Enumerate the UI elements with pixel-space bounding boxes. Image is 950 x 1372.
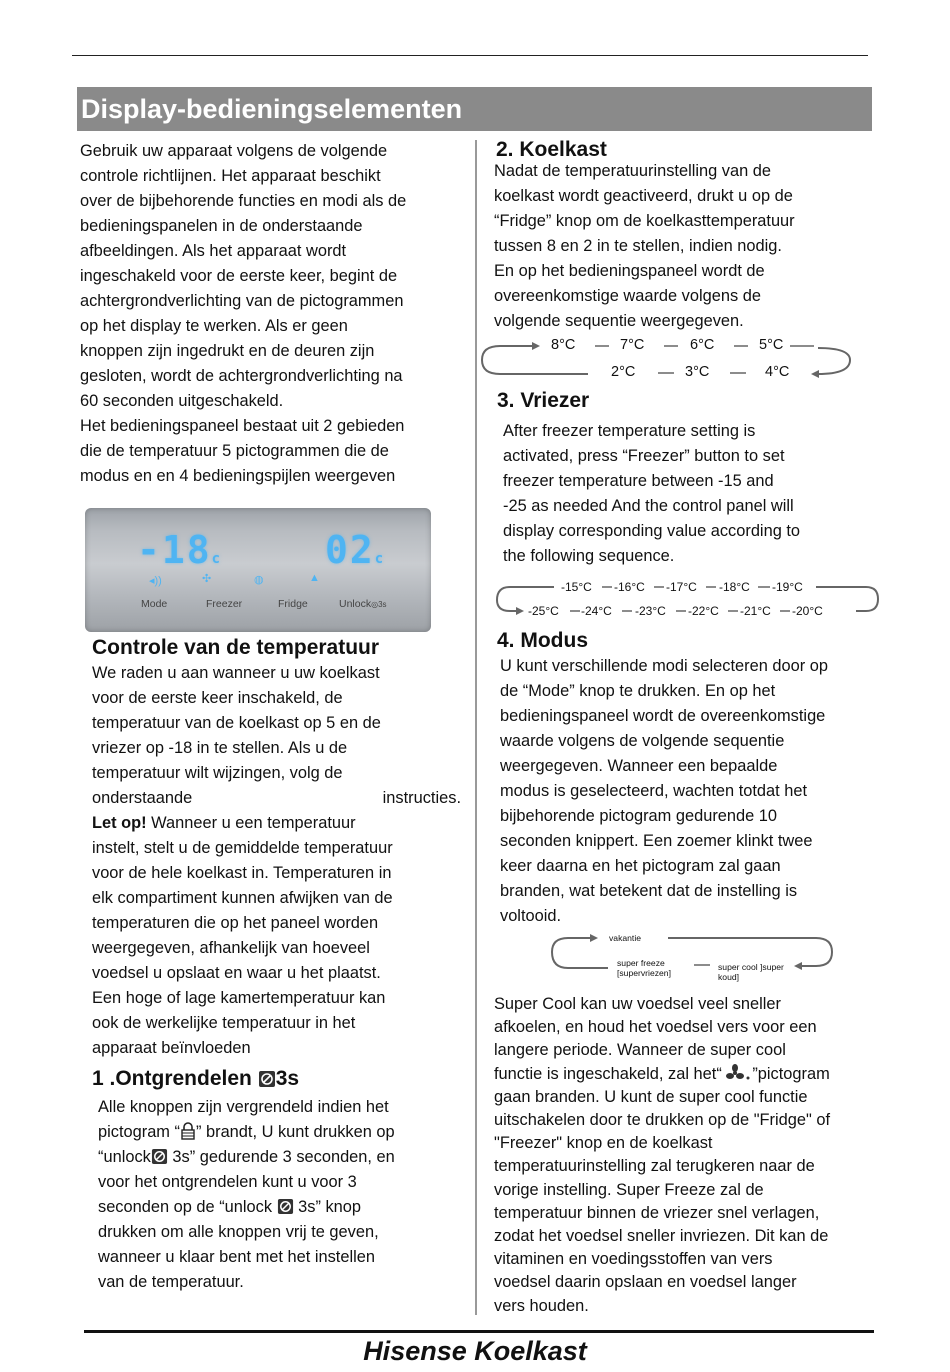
controle-text: We raden u aan wanneer u uw koelkast voor de eerste keer inschakeld, de temperatuur van de koelkast op 5 en de vriezer op -18 in te stellen. Als u de temperatuur wilt wijzingen, volg de onderstaande instructies. Let op! Wanneer u een temperatuur instelt, stelt u de gemiddelde temperatuur voor de hele koelkast in. Temperaturen in elk compartiment kunnen afwijken van de temperaturen die op het paneel worden weergegeven, afhankelijk van hoeveel voedsel u opslaat en waar u het plaatst. Een hoge of lage kamertemperatuur kan ook de werkelijke temperatuur in het apparaat beïnvloeden — [92, 664, 461, 1057]
intro-text: Gebruik uw apparaat volgens de volgende controle richtlijnen. Het apparaat beschikt over de bijbehorende functies en modi als de bedieningspanelen in de onderstaande afbeeldingen. Als het apparaat wordt ingeschakeld voor de eerste keer, begint de achtergrondverlichting van de pictogrammen op het display te werken. Als er geen knoppen zijn ingedrukt en de deuren zijn gesloten, wordt de achtergrondverlichting na 60 seconden uitgeschakeld. Het bedieningspaneel bestaat uit 2 gebieden die de temperatuur 5 pictogrammen die de modus en en 4 bedieningspijlen weergeven — [80, 142, 407, 485]
freezer-seq-item: -23°C — [635, 604, 666, 618]
lock-icon — [180, 1122, 196, 1140]
column-divider — [475, 140, 477, 1315]
lock-icon: ▲ — [309, 572, 320, 584]
fridge-seq-item: 3°C — [685, 364, 710, 380]
fridge-seq-item: 8°C — [551, 337, 576, 353]
controle-heading: Controle van de temperatuur — [92, 636, 380, 659]
freezer-seq-item: -25°C — [528, 604, 559, 618]
modus-heading: 4. Modus — [497, 629, 589, 652]
vriezer-text: After freezer temperature setting is activated, press “Freezer” button to set freezer temperature between -15 and -25 as needed And the control panel will display corresponding value according to the following sequence. — [503, 422, 801, 565]
freezer-seq-item: -19°C — [772, 580, 803, 594]
freezer-seq-item: -16°C — [614, 580, 645, 594]
mode-vakantie: vakantie — [609, 933, 642, 943]
mode-super-freeze: super freeze [supervriezen] — [617, 958, 671, 978]
unlock-symbol-icon — [277, 1198, 294, 1215]
fridge-seq-item: 5°C — [759, 337, 784, 353]
unlock-heading: 1 .Ontgrendelen 3s — [92, 1067, 300, 1090]
freezer-seq-item: -17°C — [666, 580, 697, 594]
supercool-text: Super Cool kan uw voedsel veel sneller afkoelen, en houd het voedsel vers voor een langere periode. Wanneer de super cool functie is ingeschakeld, zal het“ ”pictogram gaan branden. U kunt de super cool functie uitschakelen door te drukken op de "Fridge" of "Freezer" knop en de koelkast temperatuurinstelling zal terugkeren naar de vorige instelling. Super Freeze zal de temperatuur binnen de vriezer snel verlagen, zodat het voedsel sneller invriezen. Dit kan de vitaminen en voedingsstoffen van vers voedsel daarin opslaan en voedsel langer vers houden. — [494, 995, 831, 1315]
fridge-seq-item: 7°C — [620, 337, 645, 353]
mode-super-cool: super cool ]super koud] — [718, 962, 784, 982]
freezer-seq-item: -18°C — [719, 580, 750, 594]
fridge-button[interactable]: Fridge — [278, 598, 308, 610]
unlock-button[interactable]: Unlock◎3s — [339, 598, 387, 610]
bottom-rule — [84, 1330, 874, 1333]
koelkast-text: Nadat de temperatuurinstelling van de koelkast wordt geactiveerd, drukt u op de “Fridge” knop om de koelkasttemperatuur tussen 8 en 2 in te stellen, indien nodig. En op het bedieningspaneel wordt de overeenkomstige waarde volgens de volgende sequentie weergegeven. — [494, 162, 795, 330]
fridge-display: 02c — [325, 528, 386, 572]
freezer-seq-item: -22°C — [688, 604, 719, 618]
freezer-seq-item: -20°C — [792, 604, 823, 618]
control-panel-image — [85, 508, 431, 632]
koelkast-heading: 2. Koelkast — [496, 138, 607, 161]
top-rule — [72, 55, 868, 56]
freezer-display: -18c — [137, 528, 223, 572]
fridge-seq-item: 6°C — [690, 337, 715, 353]
mode-button[interactable]: Mode — [141, 598, 168, 610]
vriezer-heading: 3. Vriezer — [497, 389, 590, 412]
unlock-text: Alle knoppen zijn vergrendeld indien het pictogram “ ” brandt, U kunt drukken op “unlock 3s” gedurende 3 seconden, en voor het ontgrendelen kunt u voor 3 seconden op de “unlock 3s” knop drukken om alle knoppen vrij te geven, wanneer u klaar bent met het instellen van de temperatuur. — [98, 1098, 395, 1291]
freezer-seq-item: -15°C — [561, 580, 592, 594]
fridge-seq-item: 2°C — [611, 364, 636, 380]
vacation-icon: ◍ — [254, 574, 264, 586]
page-title: Display-bedieningselementen — [77, 87, 872, 131]
unlock-symbol-icon — [151, 1148, 168, 1165]
fridge-seq-item: 4°C — [765, 364, 790, 380]
unlock-symbol-icon — [258, 1070, 276, 1088]
fan-icon: ✣ — [202, 573, 212, 585]
super-cool-fan-icon — [726, 1064, 752, 1082]
sound-icon: ◂)) — [149, 575, 162, 587]
freezer-seq-item: -21°C — [740, 604, 771, 618]
freezer-seq-item: -24°C — [581, 604, 612, 618]
freezer-button[interactable]: Freezer — [206, 598, 243, 610]
fridge-sequence-diagram — [478, 336, 858, 384]
warning-lead: Let op! — [92, 814, 147, 832]
modus-text: U kunt verschillende modi selecteren door op de “Mode” knop te drukken. En op het bedieningspaneel wordt de overeenkomstige waarde volgens de volgende sequentie weergegeven. Wanneer een bepaalde modus is geselecteerd, wachten totdat het bijbehorende pictogram gedurende 10 seconden knippert. Een zoemer klinkt twee keer daarna en het pictogram zal gaan branden, wat betekent dat de instelling is voltooid. — [500, 657, 828, 925]
footer-brand: Hisense Koelkast — [363, 1336, 587, 1366]
mode-sequence-diagram — [548, 930, 838, 974]
